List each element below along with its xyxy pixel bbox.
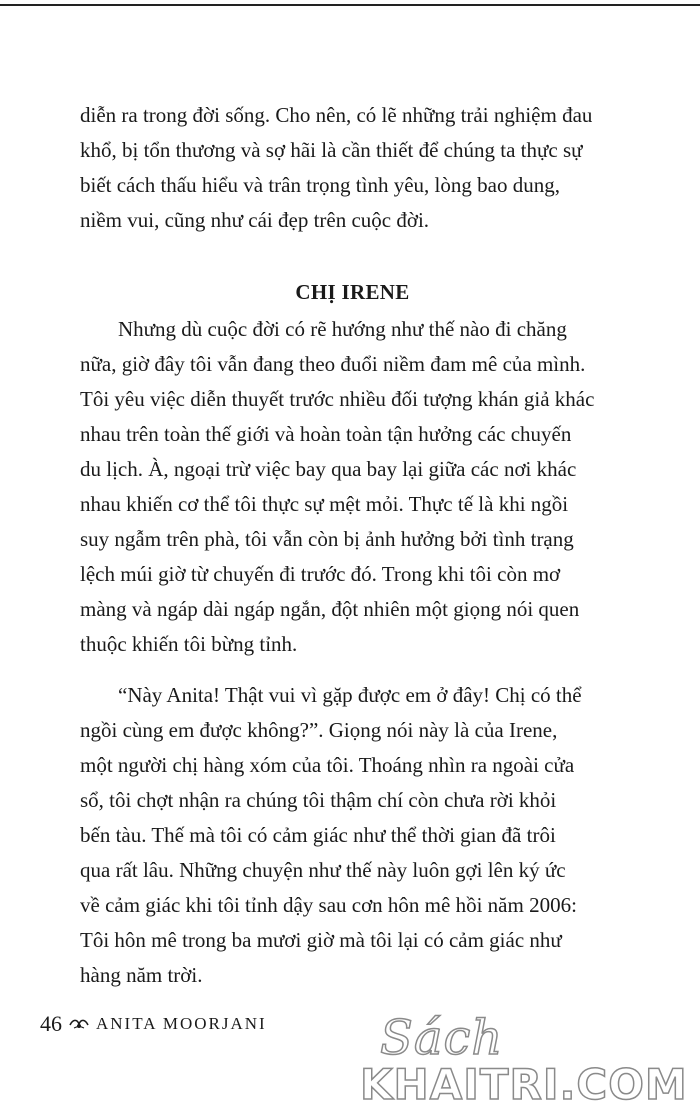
text-line: “Này Anita! Thật vui vì gặp được em ở đây! Chị có thể — [118, 683, 582, 707]
text-line: ngồi cùng em được không?”. Giọng nói này là của Irene, — [80, 718, 558, 742]
text-line: bến tàu. Thế mà tôi có cảm giác như thể thời gian đã trôi — [80, 823, 556, 847]
text-line: lệch múi giờ từ chuyến đi trước đó. Trong khi tôi còn mơ — [80, 562, 561, 586]
text-line: Tôi hôn mê trong ba mươi giờ mà tôi lại có cảm giác như — [80, 928, 562, 952]
paragraph-1 — [80, 98, 625, 238]
text-line: màng và ngáp dài ngáp ngắn, đột nhiên một giọng nói quen — [80, 597, 580, 621]
site-watermark — [360, 1010, 690, 1115]
text-line: nhau trên toàn thế giới và hoàn toàn tận hưởng các chuyến — [80, 422, 572, 446]
text-line: hàng năm trời. — [80, 963, 203, 987]
text-line: biết cách thấu hiểu và trân trọng tình yêu, lòng bao dung, — [80, 173, 560, 197]
page-body — [80, 98, 625, 993]
page-footer — [40, 1011, 267, 1037]
text-line: nhau khiến cơ thể tôi thực sự mệt mỏi. Thực tế là khi ngồi — [80, 492, 569, 516]
paragraph-2 — [80, 312, 625, 662]
fleuron-icon — [68, 1017, 90, 1031]
text-line: nữa, giờ đây tôi vẫn đang theo đuổi niềm đam mê của mình. — [80, 352, 586, 376]
text-line: qua rất lâu. Những chuyện như thế này luôn gợi lên ký ức — [80, 858, 566, 882]
page-number: 46 — [40, 1011, 62, 1036]
text-line: suy ngẫm trên phà, tôi vẫn còn bị ảnh hưởng bởi tình trạng — [80, 527, 574, 551]
author-name: ANITA MOORJANI — [96, 1014, 267, 1033]
text-line: du lịch. À, ngoại trừ việc bay qua bay lại giữa các nơi khác — [80, 457, 577, 481]
text-line: một người chị hàng xóm của tôi. Thoáng nhìn ra ngoài cửa — [80, 753, 575, 777]
text-line: khổ, bị tổn thương và sợ hãi là cần thiết để chúng ta thực sự — [80, 138, 583, 162]
watermark-script-text: Sách — [380, 1010, 504, 1066]
text-line: Tôi yêu việc diễn thuyết trước nhiều đối tượng khán giả khác — [80, 387, 595, 411]
text-line: diễn ra trong đời sống. Cho nên, có lẽ những trải nghiệm đau — [80, 103, 593, 127]
watermark-main-text: KHAITRI.COM — [360, 1060, 688, 1109]
section-heading: CHỊ IRENE — [295, 280, 410, 304]
text-line: niềm vui, cũng như cái đẹp trên cuộc đời. — [80, 208, 430, 232]
text-line: sổ, tôi chợt nhận ra chúng tôi thậm chí còn chưa rời khỏi — [80, 788, 557, 812]
text-line: về cảm giác khi tôi tỉnh dậy sau cơn hôn mê hồi năm 2006: — [80, 893, 577, 917]
paragraph-3 — [80, 678, 625, 993]
top-rule — [0, 0, 700, 6]
text-line: thuộc khiến tôi bừng tỉnh. — [80, 632, 298, 656]
text-line: Nhưng dù cuộc đời có rẽ hướng như thế nào đi chăng — [118, 317, 567, 341]
